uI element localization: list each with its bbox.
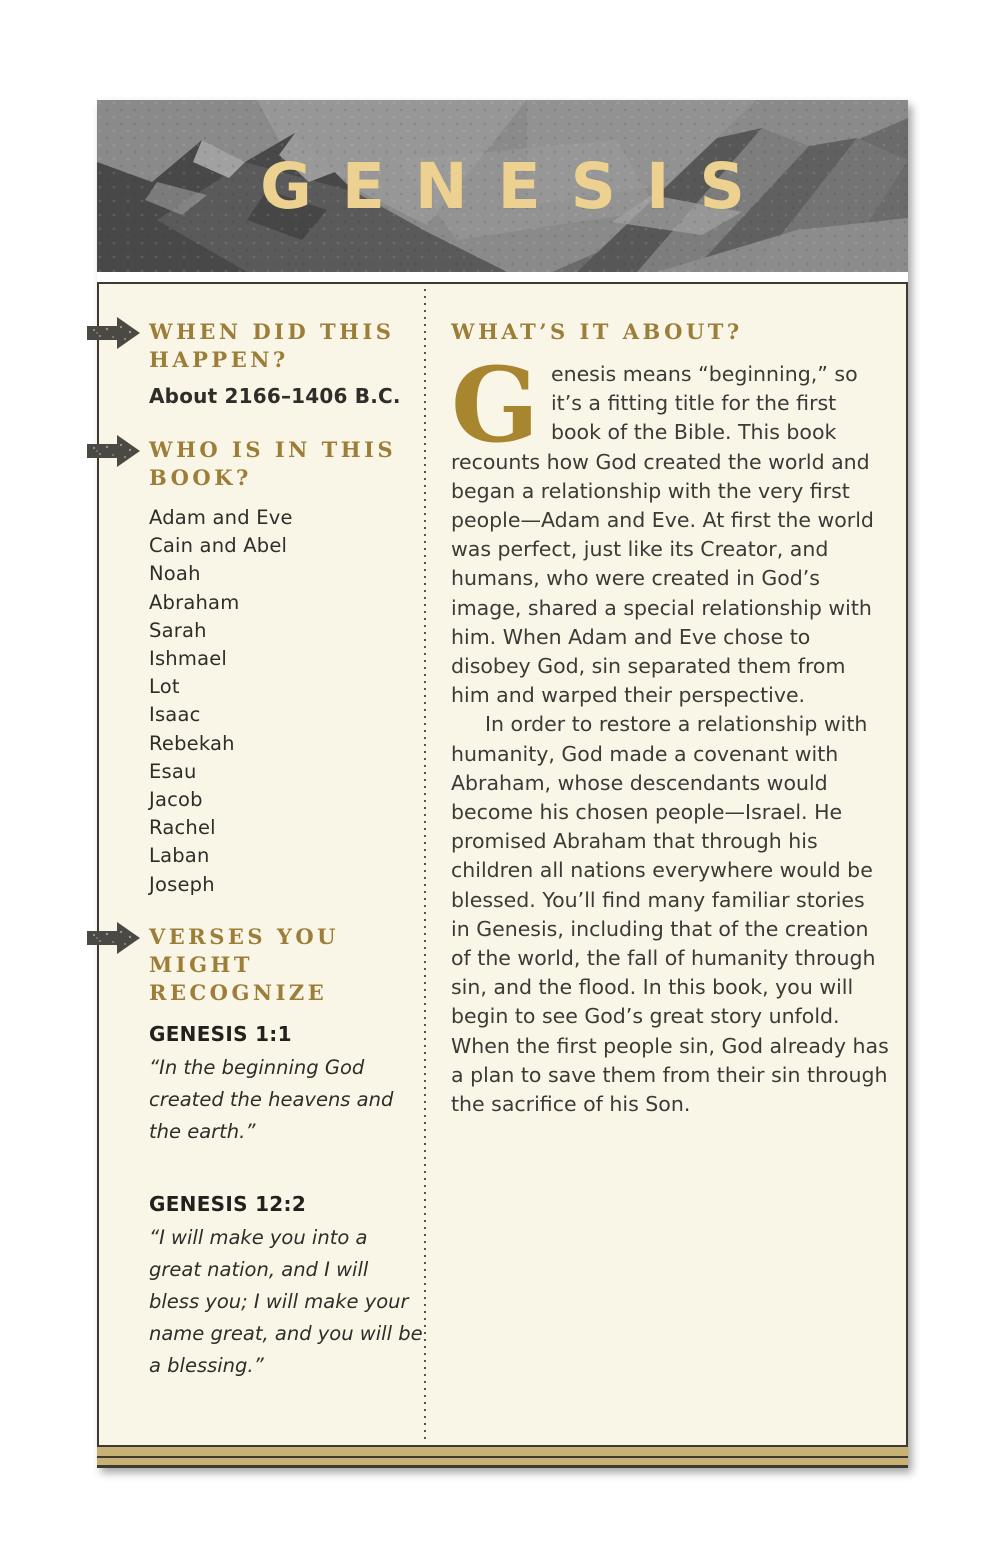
book-page [97,100,908,1468]
footer-rule [97,1445,908,1468]
character-list-item: Adam and Eve [149,506,293,529]
page-content [97,282,908,1447]
character-list [149,504,423,899]
about-paragraph-1 [451,345,889,710]
facts-column [149,318,423,1382]
about-column [451,318,889,1119]
book-title: GENESIS [260,149,775,223]
character-list-item: Cain and Abel [149,534,288,558]
character-list-item: Sarah [149,618,207,642]
drop-cap: G [451,345,539,466]
stamped-arrow-icon [87,315,140,351]
character-list-item: Abraham [149,590,240,614]
character-list-item: Noah [149,562,201,586]
character-list-item: Jacob [149,788,203,812]
stamped-arrow-icon [87,920,140,956]
verse-block [149,1022,423,1148]
footer-rule-tan-band [97,1458,908,1465]
character-list-item: Joseph [149,872,215,896]
character-list-item: Lot [149,675,180,699]
verse-quote: “I will make you into a great nation, and I will bless you; I will make your name great, and you will be a blessing.” [149,1225,423,1377]
section-who-is-in-this-book [149,436,423,899]
section-when-did-this-happen [149,318,423,408]
section-verses-you-might-recognize [149,923,423,1382]
about-paragraph-2: In order to restore a relationship with humanity, God made a covenant with Abraham, whose descendants would become his chosen people—Israel. He promised Abraham that through his children all nations everywhere would be blessed. You’ll find many familiar stories in Genesis, including that of the creation of the world, the fall of humanity through sin, and the flood. In this book, you will begin to see God’s great story unfold. When the first people sin, God already has a plan to save them from their sin through the sacrifice of his Son. [451,712,889,1117]
section-heading: VERSES YOU MIGHT RECOGNIZE [149,923,339,1005]
date-range-text: About 2166–1406 B.C. [149,384,401,408]
column-divider [424,289,426,1442]
character-list-item: Rachel [149,816,216,840]
verse-quote: “In the beginning God created the heavens and the earth.” [149,1055,394,1143]
character-list-item: Isaac [149,703,201,727]
verse-block [149,1192,423,1382]
character-list-item: Laban [149,844,210,868]
section-heading: WHEN DID THIS HAPPEN? [149,319,395,372]
character-list-item: Rebekah [149,731,235,755]
verse-reference: GENESIS 12:2 [149,1191,307,1216]
chapter-banner [97,100,908,272]
verse-reference: GENESIS 1:1 [149,1021,292,1046]
about-heading: WHAT’S IT ABOUT? [451,319,743,344]
about-paragraph-1-text: enesis means “beginning,” so it’s a fitting title for the first book of the Bible. This book recounts how God created the world and began a relationship with the very first people—Adam and Eve. At first the world was perfect, just like its Creator, and humans, who were created in God’s image, shared a special relationship with him. When Adam and Eve chose to disobey God, sin separated them from him and warped their perspective. [451,362,874,708]
footer-rule-dark-line [97,1465,908,1468]
about-body [451,345,889,1119]
section-heading: WHO IS IN THIS BOOK? [149,437,397,490]
character-list-item: Esau [149,759,197,783]
footer-rule-tan-band [97,1447,908,1456]
character-list-item: Ishmael [149,647,228,671]
stamped-arrow-icon [87,433,140,469]
